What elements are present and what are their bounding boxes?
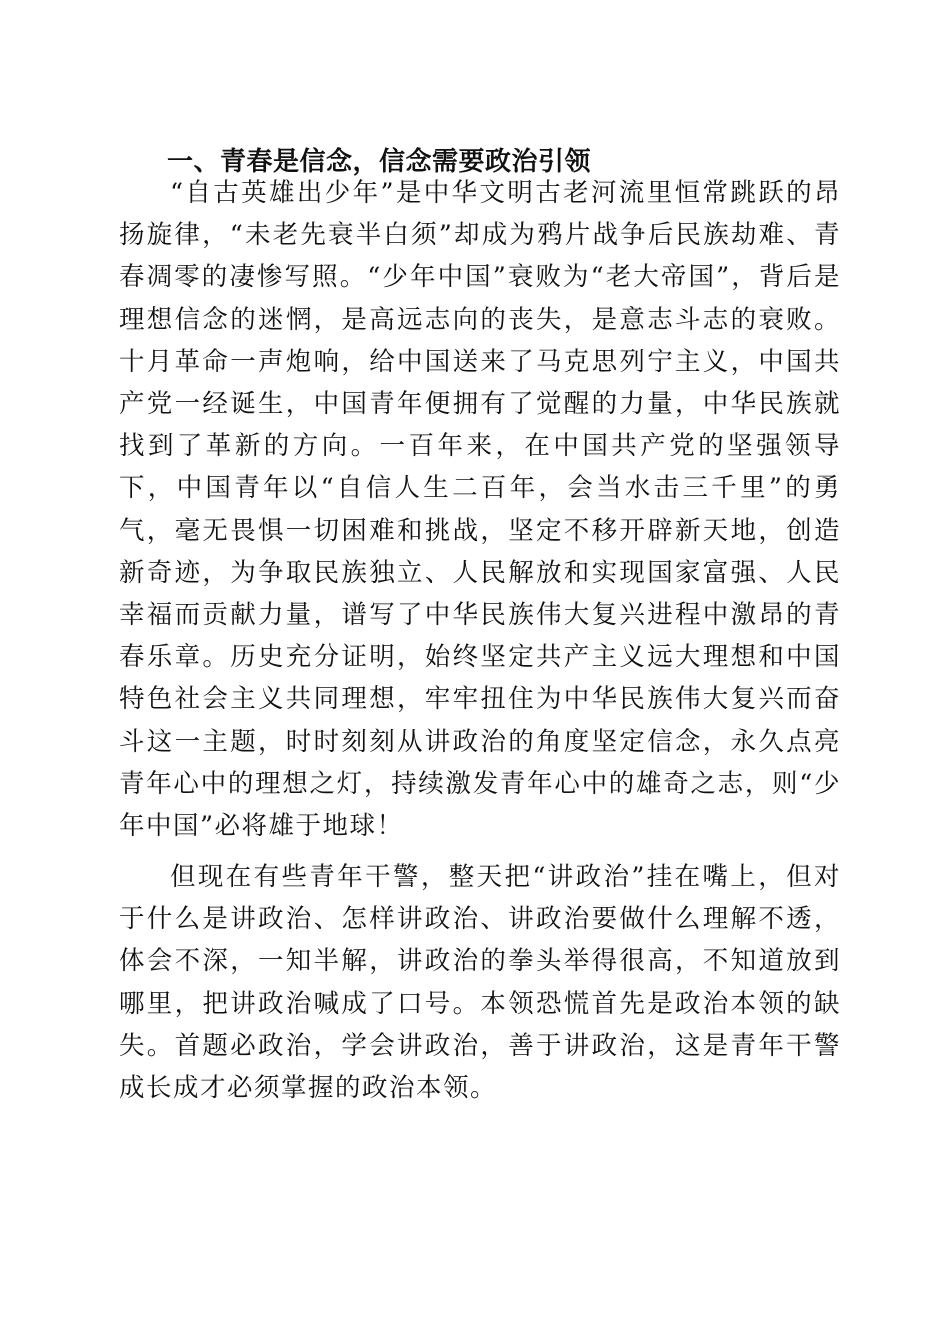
body-paragraph-1: “自古英雄出少年”是中华文明古老河流里恒常跳跃的昂扬旋律，“未老先衰半白须”却成为鸦片战争后民族劫难、青春凋零的凄惨写照。“少年中国”衰败为“老大帝国”，背后是理想信念的迷惘，是高远志向的丧失，是意志斗志的衰败。十月革命一声炮响，给中国送来了马克思列宁主义，中国共产党一经诞生，中国青年便拥有了觉醒的力量，中华民族就找到了革新的方向。一百年来，在中国共产党的坚强领导下，中国青年以“自信人生二百年，会当水击三千里”的勇气，毫无畏惧一切困难和挑战，坚定不移开辟新天地，创造新奇迹，为争取民族独立、人民解放和实现国家富强、人民幸福而贡献力量，谱写了中华民族伟大复兴进程中激昂的青春乐章。历史充分证明，始终坚定共产主义远大理想和中国特色社会主义共同理想，牢牢扭住为中华民族伟大复兴而奋斗这一主题，时时刻刻从讲政治的角度坚定信念，永久点亮青年心中的理想之灯，持续激发青年心中的雄奇之志，则“少年中国”必将雄于地球！ [119, 178, 841, 842]
section-heading: 一、青春是信念，信念需要政治引领 [167, 147, 592, 177]
body-paragraph-2: 但现在有些青年干警，整天把“讲政治”挂在嘴上，但对于什么是讲政治、怎样讲政治、讲政治要做什么理解不透，体会不深，一知半解，讲政治的拳头举得很高，不知道放到哪里，把讲政治喊成了口号。本领恐慌首先是政治本领的缺失。首题必政治，学会讲政治，善于讲政治，这是青年干警成长成才必须掌握的政治本领。 [119, 862, 841, 1104]
